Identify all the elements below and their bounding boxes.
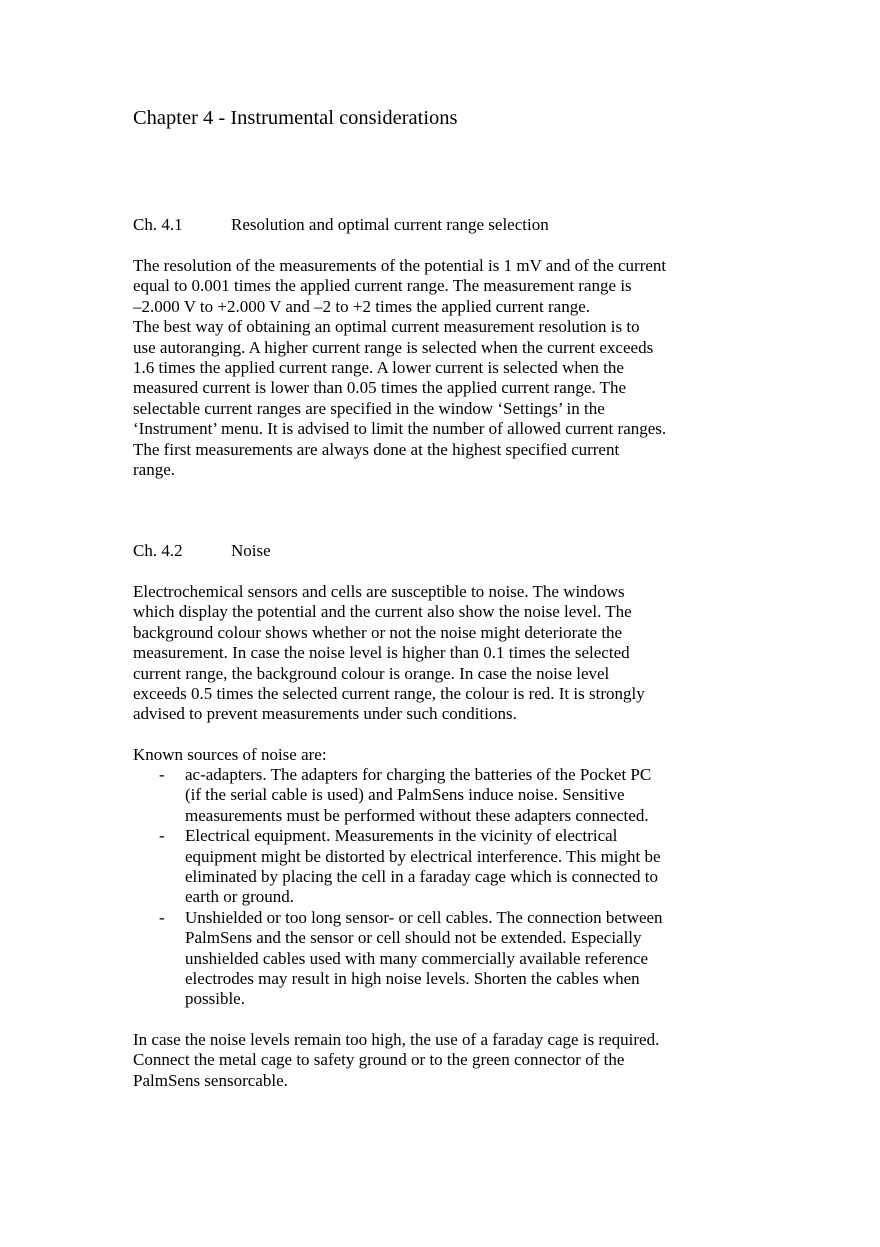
text-line: current range, the background colour is orange. In case the noise level bbox=[133, 663, 610, 683]
text-line: earth or ground. bbox=[185, 887, 295, 907]
text-line: –2.000 V to +2.000 V and –2 to +2 times the applied current range. bbox=[133, 296, 591, 316]
section-number: Ch. 4.1 bbox=[133, 215, 183, 234]
noise-intro-paragraph bbox=[133, 582, 713, 725]
text-line: eliminated by placing the cell in a faraday cage which is connected to bbox=[185, 867, 658, 887]
text-line: The resolution of the measurements of the potential is 1 mV and of the current bbox=[133, 256, 667, 275]
text-line: (if the serial cable is used) and PalmSens induce noise. Sensitive bbox=[185, 785, 625, 805]
text-line: advised to prevent measurements under such conditions. bbox=[133, 704, 517, 724]
text-line: which display the potential and the current also show the noise level. The bbox=[133, 602, 632, 622]
text-line: equal to 0.001 times the applied current range. The measurement range is bbox=[133, 276, 632, 296]
text-line: The best way of obtaining an optimal current measurement resolution is to bbox=[133, 317, 640, 337]
list-item bbox=[133, 908, 713, 1010]
section-heading-4-1 bbox=[133, 215, 549, 235]
bullet-dash: - bbox=[159, 765, 165, 784]
bullet-dash: - bbox=[159, 826, 165, 846]
text-line: In case the noise levels remain too high, the use of a faraday cage is required. bbox=[133, 1030, 660, 1049]
text-line: electrodes may result in high noise levels. Shorten the cables when bbox=[185, 969, 640, 989]
list-item bbox=[133, 765, 713, 826]
text-line: use autoranging. A higher current range is selected when the current exceeds bbox=[133, 337, 654, 357]
noise-sources-list bbox=[133, 765, 713, 1010]
text-line: Electrical equipment. Measurements in the vicinity of electrical bbox=[185, 826, 618, 846]
text-line: measurement. In case the noise level is higher than 0.1 times the selected bbox=[133, 643, 630, 663]
section-title: Noise bbox=[231, 541, 271, 560]
text-line: selectable current ranges are specified in the window ‘Settings’ in the bbox=[133, 398, 605, 418]
text-line: ac-adapters. The adapters for charging the batteries of the Pocket PC bbox=[185, 765, 652, 784]
text-line: ‘Instrument’ menu. It is advised to limit the number of allowed current ranges. bbox=[133, 419, 667, 439]
section-title: Resolution and optimal current range selection bbox=[231, 215, 549, 234]
section-heading-4-2 bbox=[133, 541, 271, 561]
text-line: equipment might be distorted by electrical interference. This might be bbox=[185, 846, 661, 866]
text-line: PalmSens sensorcable. bbox=[133, 1070, 288, 1090]
text-line: 1.6 times the applied current range. A lower current is selected when the bbox=[133, 358, 624, 378]
list-item bbox=[133, 826, 713, 908]
text-line: Known sources of noise are: bbox=[133, 745, 327, 764]
text-line: range. bbox=[133, 460, 176, 480]
text-line: Connect the metal cage to safety ground or to the green connector of the bbox=[133, 1050, 625, 1070]
text-line: possible. bbox=[185, 989, 245, 1009]
text-line: The first measurements are always done at the highest specified current bbox=[133, 439, 620, 459]
text-line: Electrochemical sensors and cells are susceptible to noise. The windows bbox=[133, 582, 625, 601]
noise-sources-heading bbox=[133, 745, 713, 765]
bullet-dash: - bbox=[159, 907, 165, 927]
resolution-paragraph bbox=[133, 256, 713, 480]
chapter-title: Chapter 4 - Instrumental considerations bbox=[133, 107, 458, 129]
text-line: background colour shows whether or not the noise might deteriorate the bbox=[133, 622, 623, 642]
text-line: measured current is lower than 0.05 times the applied current range. The bbox=[133, 378, 626, 398]
text-line: Unshielded or too long sensor- or cell cables. The connection between bbox=[185, 907, 663, 927]
section-number: Ch. 4.2 bbox=[133, 541, 183, 560]
text-line: PalmSens and the sensor or cell should not be extended. Especially bbox=[185, 928, 642, 948]
text-line: unshielded cables used with many commercially available reference bbox=[185, 948, 649, 968]
text-line: exceeds 0.5 times the selected current range, the colour is red. It is strongly bbox=[133, 684, 645, 704]
text-line: measurements must be performed without these adapters connected. bbox=[185, 805, 649, 825]
faraday-cage-paragraph bbox=[133, 1030, 713, 1091]
